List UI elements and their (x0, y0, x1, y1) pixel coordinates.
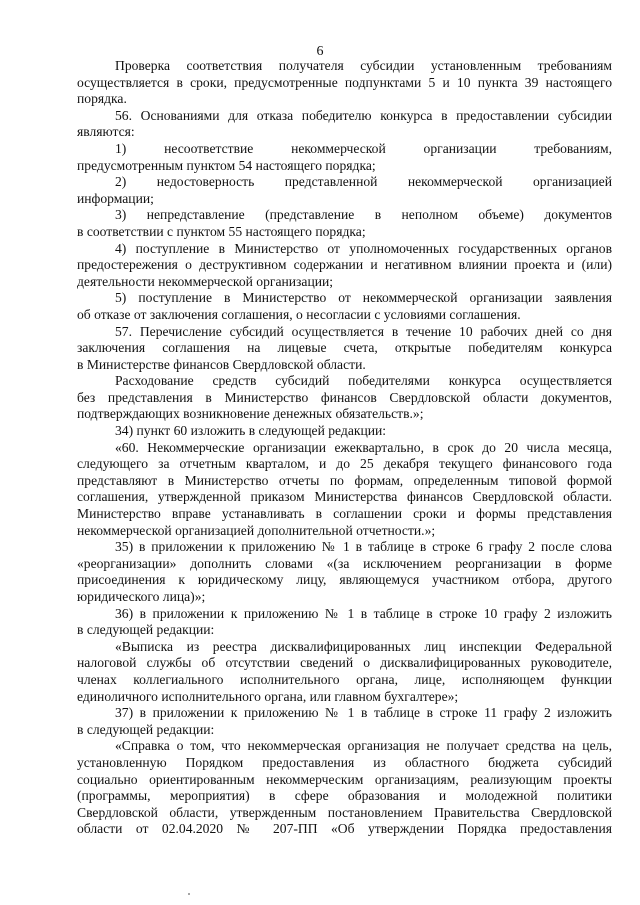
text-line: 34) пункт 60 изложить в следующей редакции: (115, 423, 387, 439)
text-line: представляют в Министерство отчеты по формам, определенным типовой формой (77, 472, 612, 488)
text-line: подтверждающих возникновение денежных обязательств.»; (77, 406, 424, 422)
text-line: «Справка о том, что некоммерческая организация не получает средства на цель, (115, 738, 612, 754)
text-line: 56. Основаниями для отказа победителю конкурса в предоставлении субсидии (115, 107, 612, 123)
text-line: в следующей редакции: (77, 622, 215, 638)
text-line: являются: (77, 124, 135, 140)
text-line: Министерство вправе устанавливать в соглашении сроки и формы представления (77, 506, 612, 522)
text-line: предостережения о деструктивном содержании и негативном влиянии проекта и (или) (77, 257, 612, 273)
text-line: следующего за отчетным кварталом, и до 25 декабря текущего финансового года (77, 456, 612, 472)
text-line: налоговой службы об отсутствии сведений о дисквалифицированных руководителе, (77, 655, 612, 671)
text-line: «Выписка из реестра дисквалифицированных лиц инспекции Федеральной (115, 638, 612, 654)
text-line: Расходование средств субсидий победителями конкурса осуществляется (115, 373, 612, 389)
document-body (77, 58, 612, 838)
text-line: порядка. (77, 91, 127, 107)
text-line: в Министерстве финансов Свердловской области. (77, 356, 366, 372)
text-line: Свердловской области, утвержденным постановлением Правительства Свердловской (77, 804, 612, 820)
text-line: присоединения к юридическому лицу, являющемуся участником отбора, другого (77, 572, 612, 588)
text-line: некоммерческой организацией дополнительной отчетности.»; (77, 522, 436, 538)
text-line: 57. Перечисление субсидий осуществляется в течение 10 рабочих дней со дня (115, 323, 612, 339)
text-line: без представления в Министерство финансов Свердловской области документов, (77, 389, 612, 405)
text-line: 5) поступление в Министерство от некоммерческой организации заявления (115, 290, 612, 306)
text-line: 2) недостоверность представленной некоммерческой организацией (115, 174, 612, 190)
text-line: 37) в приложении к приложению № 1 в таблице в строке 11 графу 2 изложить (115, 705, 612, 721)
text-line: социально ориентированным некоммерческим организациям, реализующим проекты (77, 771, 612, 787)
scan-speck (188, 893, 190, 895)
text-line: об отказе от заключения соглашения, о несогласии с условиями соглашения. (77, 306, 521, 322)
text-line: соглашения, утвержденной приказом Министерства финансов Свердловской области. (77, 489, 612, 505)
text-line: в следующей редакции: (77, 721, 215, 737)
text-line: «реорганизации» дополнить словами «(за исключением реорганизации в форме (77, 555, 612, 571)
text-line: установленную Порядком предоставления из областного бюджета субсидий (77, 754, 612, 770)
text-line: 1) несоответствие некоммерческой организации требованиям, (115, 140, 612, 156)
text-line: осуществляется в сроки, предусмотренные подпунктами 5 и 10 пункта 39 настоящего (77, 74, 612, 90)
text-line: 35) в приложении к приложению № 1 в таблице в строке 6 графу 2 после слова (115, 539, 612, 555)
text-line: членах коллегиального исполнительного органа, лице, исполняющем функции (77, 671, 612, 687)
text-line: 4) поступление в Министерство от уполномоченных государственных органов (115, 240, 612, 256)
page-number: 6 (316, 44, 324, 59)
text-line: единоличного исполнительного органа, или главном бухгалтере»; (77, 688, 459, 704)
text-line: информации; (77, 190, 154, 206)
text-line: заключения соглашения на лицевые счета, открытые победителям конкурса (77, 340, 612, 356)
text-line: 3) непредставление (представление в неполном объеме) документов (115, 207, 612, 223)
text-line: 36) в приложении к приложению № 1 в таблице в строке 10 графу 2 изложить (115, 605, 612, 621)
text-line: области от 02.04.2020 № 207-ПП «Об утверждении Порядка предоставления (77, 821, 612, 837)
text-line: «60. Некоммерческие организации ежеквартально, в срок до 20 числа месяца, (115, 439, 612, 455)
text-line: Проверка соответствия получателя субсидии установленным требованиям (115, 58, 612, 73)
text-line: в соответствии с пунктом 55 настоящего порядка; (77, 223, 366, 239)
text-line: деятельности некоммерческой организации; (77, 273, 334, 289)
text-line: (программы, мероприятия) в сфере образования и молодежной политики (77, 788, 612, 804)
text-line: предусмотренным пунктом 54 настоящего порядка; (77, 157, 376, 173)
text-line: юридического лица)»; (77, 589, 206, 604)
